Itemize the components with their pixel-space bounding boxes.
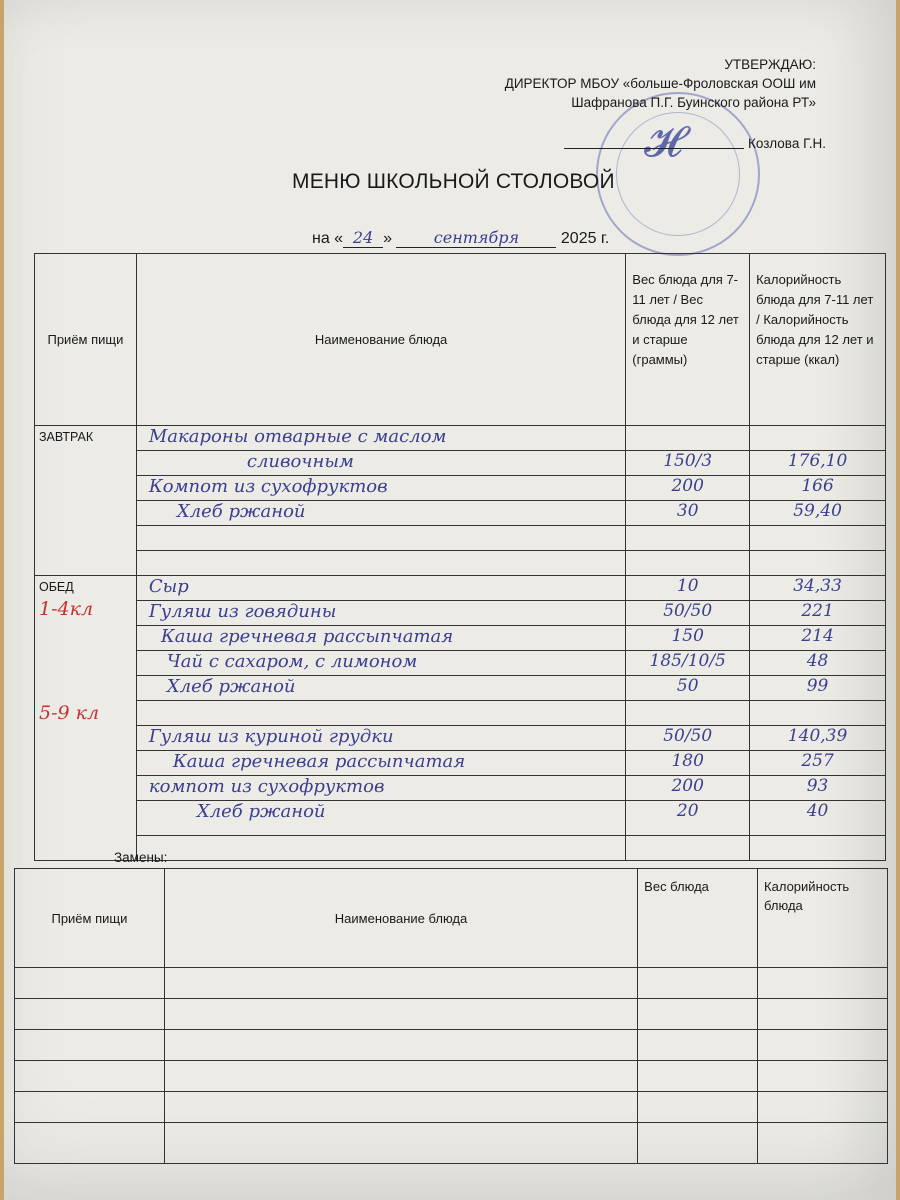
grade-group-5-9: 5-9 кл [39, 702, 100, 724]
table-row [35, 651, 886, 676]
table-row [35, 451, 886, 476]
date-mid: » [383, 230, 392, 247]
date-year: 2025 г. [560, 230, 610, 247]
director-signature: 𝓗 [644, 118, 682, 165]
dish-weight: 50 [626, 676, 750, 701]
menu-table-header [35, 254, 886, 426]
table-row [15, 968, 888, 999]
table-row [15, 1123, 888, 1164]
table-row [35, 601, 886, 626]
table-row [35, 626, 886, 651]
dish-name: Хлеб ржаной [136, 501, 625, 526]
dish-weight: 50/50 [626, 726, 750, 751]
page-title: МЕНЮ ШКОЛЬНОЙ СТОЛОВОЙ [292, 170, 615, 193]
table-row [35, 726, 886, 751]
table-row [35, 476, 886, 501]
dish-kcal: 48 [750, 651, 886, 676]
dish-weight [626, 701, 750, 726]
dish-name: Хлеб ржаной [136, 676, 625, 701]
dish-name: Гуляш из говядины [136, 601, 625, 626]
dish-weight [626, 526, 750, 551]
rep-header-meal: Приём пищи [15, 869, 165, 968]
header-meal: Приём пищи [35, 254, 137, 426]
dish-kcal: 166 [750, 476, 886, 501]
dish-kcal: 214 [750, 626, 886, 651]
table-row [35, 426, 886, 451]
dish-kcal: 59,40 [750, 501, 886, 526]
document-sheet [4, 0, 896, 1200]
dish-kcal [750, 701, 886, 726]
header-dish: Наименование блюда [136, 254, 625, 426]
dish-name: Компот из сухофруктов [136, 476, 625, 501]
approval-block [505, 55, 816, 112]
meal-lunch [35, 576, 137, 861]
dish-name [136, 701, 625, 726]
dish-name: сливочным [136, 451, 625, 476]
rep-header-weight: Вес блюда [638, 869, 758, 968]
menu-date [312, 228, 609, 248]
date-prefix: на « [312, 230, 344, 247]
dish-name: Чай с сахаром, с лимоном [136, 651, 625, 676]
dish-weight: 200 [626, 476, 750, 501]
dish-name: Хлеб ржаной [136, 801, 625, 836]
replacements-label: Замены: [114, 850, 168, 865]
dish-weight: 10 [626, 576, 750, 601]
table-row [35, 751, 886, 776]
lunch-label: ОБЕД [39, 580, 74, 594]
dish-kcal: 93 [750, 776, 886, 801]
dish-weight: 30 [626, 501, 750, 526]
header-calories: Калорийность блюда для 7-11 лет / Калорийность блюда для 12 лет и старше (ккал) [750, 254, 886, 426]
dish-weight [626, 426, 750, 451]
table-row [35, 776, 886, 801]
dish-name: Каша гречневая рассыпчатая [136, 751, 625, 776]
rep-header-calories: Калорийность блюда [758, 869, 888, 968]
director-name: Козлова Г.Н. [748, 136, 826, 151]
replacements-header [15, 869, 888, 968]
director-org-line1: ДИРЕКТОР МБОУ «больше-Фроловская ООШ им [504, 76, 816, 91]
table-row [35, 551, 886, 576]
header-weight: Вес блюда для 7-11 лет / Вес блюда для 12 лет и старше (граммы) [626, 254, 750, 426]
table-row [35, 701, 886, 726]
dish-kcal: 99 [750, 676, 886, 701]
table-row [35, 526, 886, 551]
table-row [35, 676, 886, 701]
dish-weight: 185/10/5 [626, 651, 750, 676]
date-day: 24 [343, 228, 383, 248]
approve-label: УТВЕРЖДАЮ: [724, 57, 816, 72]
table-row [35, 501, 886, 526]
dish-kcal: 40 [750, 801, 886, 836]
dish-kcal: 140,39 [750, 726, 886, 751]
table-row [15, 999, 888, 1030]
school-stamp [596, 92, 760, 256]
table-row [15, 1030, 888, 1061]
table-row [35, 801, 886, 836]
date-month: сентября [396, 228, 556, 248]
director-org-line2: Шафранова П.Г. Буинского района РТ» [571, 95, 816, 110]
menu-table [34, 253, 886, 861]
rep-header-dish: Наименование блюда [164, 869, 637, 968]
dish-kcal [750, 526, 886, 551]
dish-weight: 200 [626, 776, 750, 801]
dish-kcal: 34,33 [750, 576, 886, 601]
dish-kcal: 257 [750, 751, 886, 776]
dish-weight: 20 [626, 801, 750, 836]
replacements-table [14, 868, 888, 1164]
grade-group-1-4: 1-4кл [39, 598, 94, 620]
dish-kcal: 221 [750, 601, 886, 626]
signature-line [564, 148, 744, 149]
breakfast-label: ЗАВТРАК [39, 430, 94, 444]
dish-name: Сыр [136, 576, 625, 601]
dish-weight: 150 [626, 626, 750, 651]
dish-name: компот из сухофруктов [136, 776, 625, 801]
table-row [15, 1061, 888, 1092]
dish-name: Макароны отварные с маслом [136, 426, 625, 451]
dish-name [136, 526, 625, 551]
dish-weight: 50/50 [626, 601, 750, 626]
dish-name: Гуляш из куриной грудки [136, 726, 625, 751]
dish-kcal [750, 426, 886, 451]
dish-name: Каша гречневая рассыпчатая [136, 626, 625, 651]
dish-weight: 150/3 [626, 451, 750, 476]
dish-kcal: 176,10 [750, 451, 886, 476]
meal-breakfast [35, 426, 137, 576]
table-row [15, 1092, 888, 1123]
table-row [35, 576, 886, 601]
dish-weight: 180 [626, 751, 750, 776]
